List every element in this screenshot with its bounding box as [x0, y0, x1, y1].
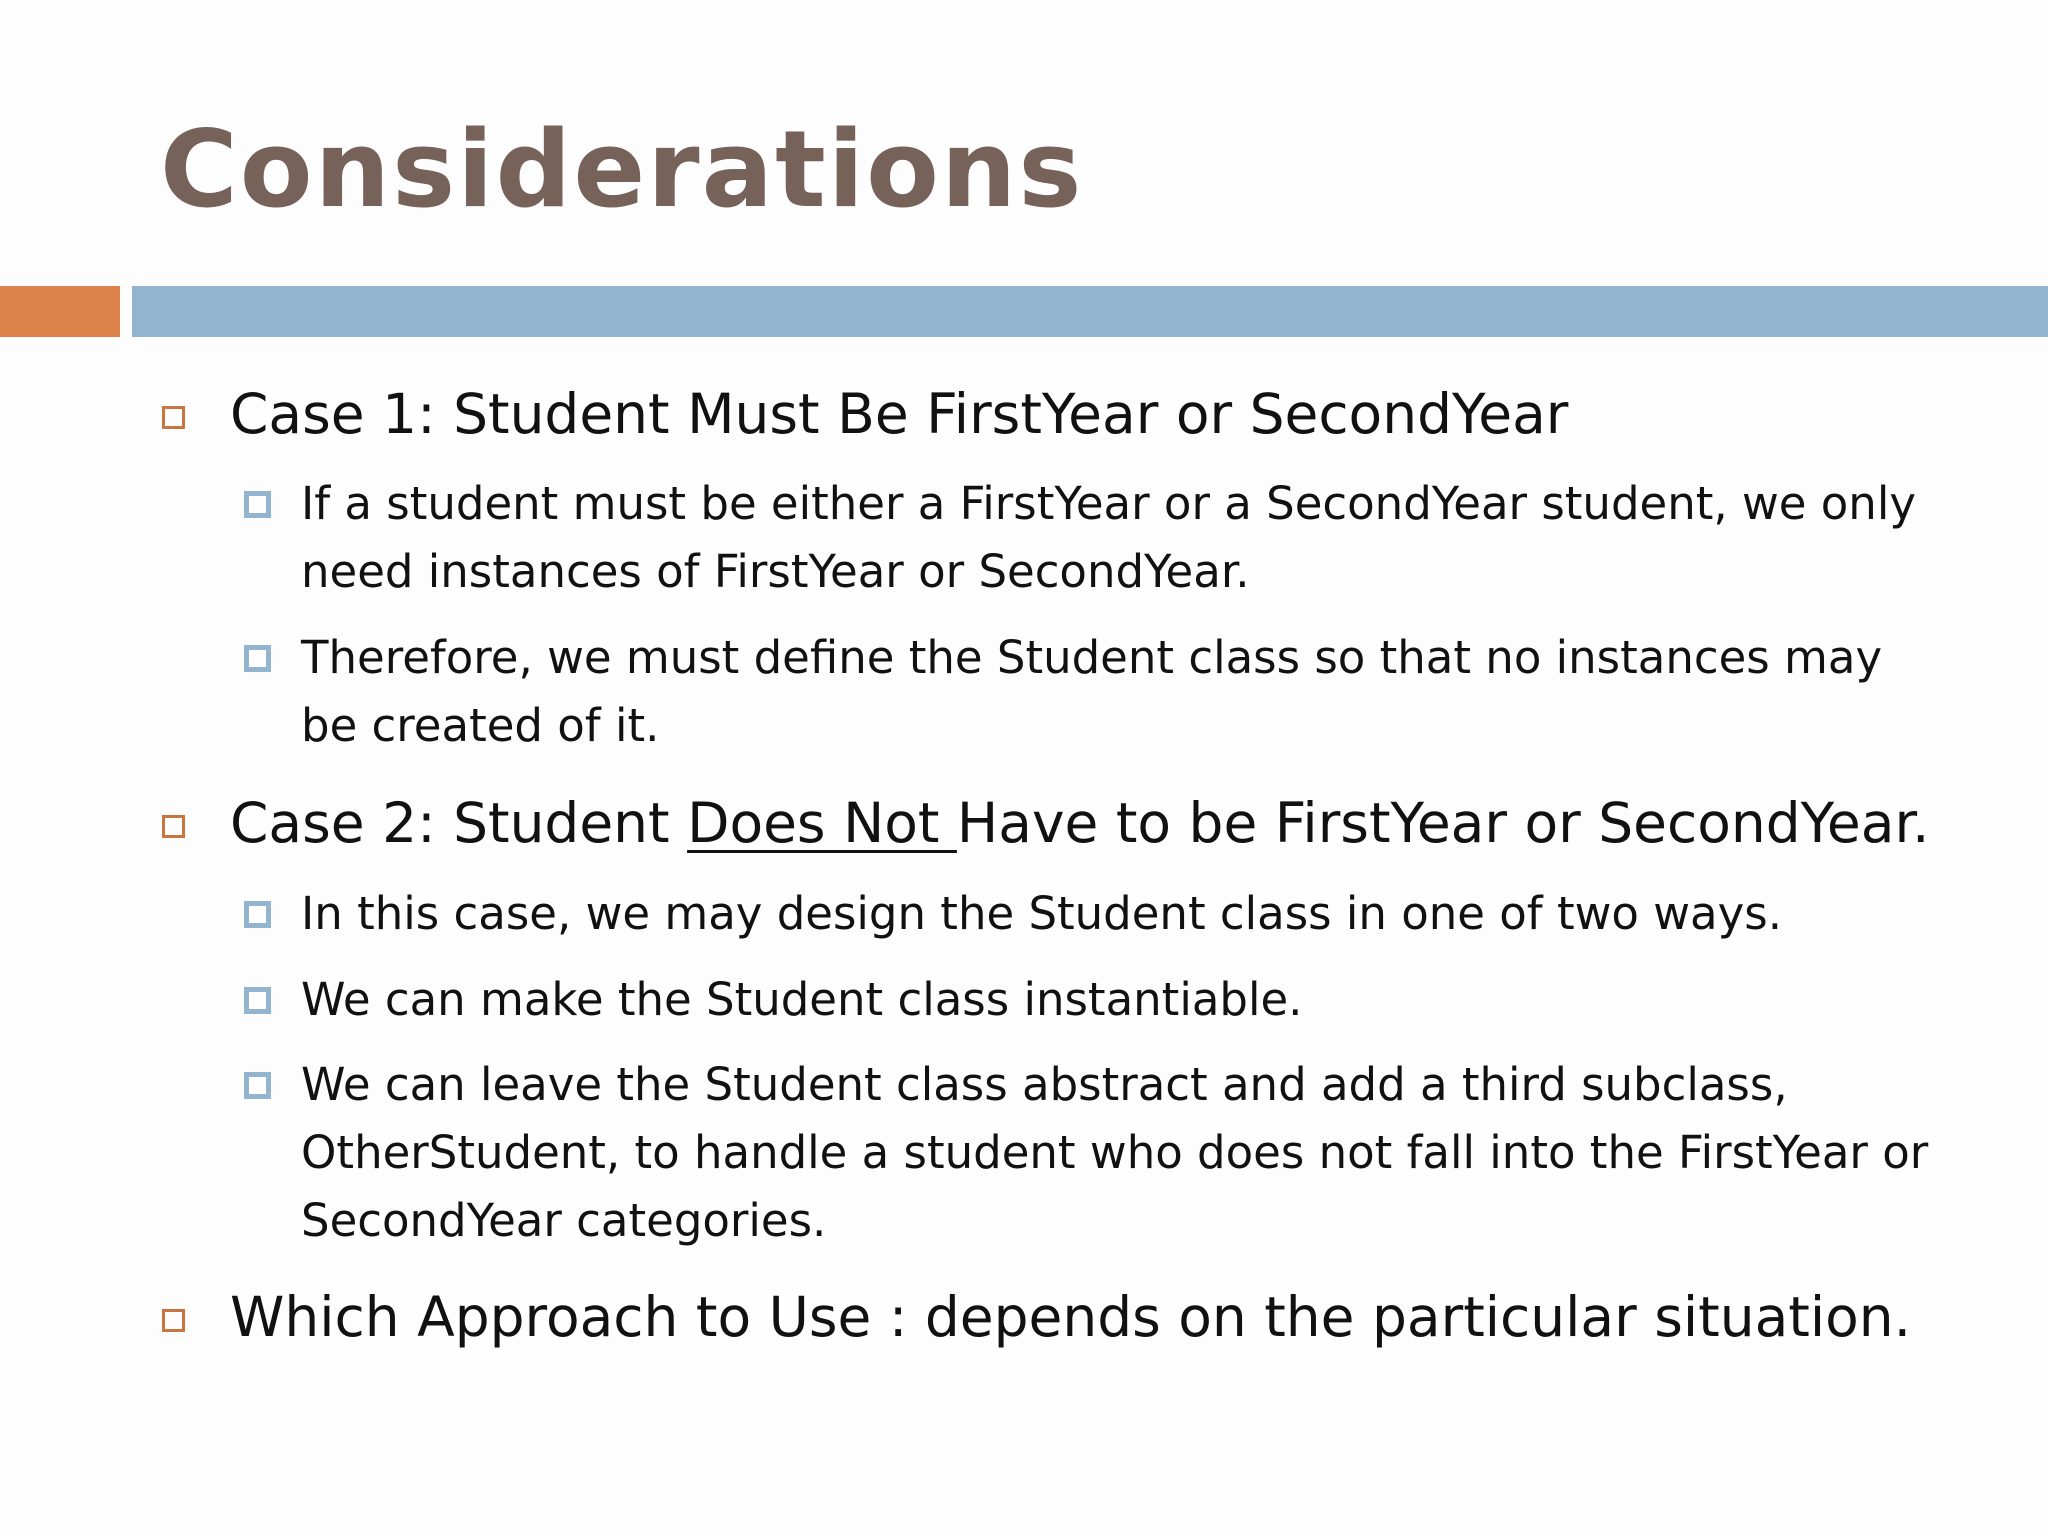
square-bullet-icon [162, 1309, 185, 1332]
square-bullet-icon [244, 491, 271, 518]
square-bullet-icon [162, 815, 185, 838]
square-bullet-icon [244, 987, 271, 1014]
bullet-which-approach: Which Approach to Use : depends on the particular situation. [230, 1285, 1912, 1349]
sub-bullet-case-1-a: If a student must be either a FirstYear or a SecondYear student, we only need instances of FirstYear or SecondYear. [301, 477, 1916, 598]
square-bullet-icon [244, 645, 271, 672]
bullet-case-2-underlined: Does Not [687, 791, 957, 855]
square-bullet-icon [244, 901, 271, 928]
bullet-case-2-suffix: Have to be FirstYear or SecondYear. [956, 791, 1930, 855]
sub-bullet-case-1-b: Therefore, we must define the Student class so that no instances may be created of it. [301, 631, 1883, 752]
bullet-case-2 [230, 789, 1930, 857]
sub-bullet-case-2-a: In this case, we may design the Student class in one of two ways. [301, 887, 1783, 940]
sub-bullet-case-2-b: We can make the Student class instantiable. [301, 973, 1303, 1026]
bullet-case-2-prefix: Case 2: Student [230, 791, 688, 855]
slide-title: Considerations [160, 108, 1084, 231]
square-bullet-icon [162, 406, 185, 429]
bullet-case-1: Case 1: Student Must Be FirstYear or SecondYear [230, 382, 1569, 446]
square-bullet-icon [244, 1072, 271, 1099]
sub-bullet-case-2-c: We can leave the Student class abstract and add a third subclass, OtherStudent, to handle a student who does not fall into the FirstYear or SecondYear categories. [301, 1058, 1929, 1247]
